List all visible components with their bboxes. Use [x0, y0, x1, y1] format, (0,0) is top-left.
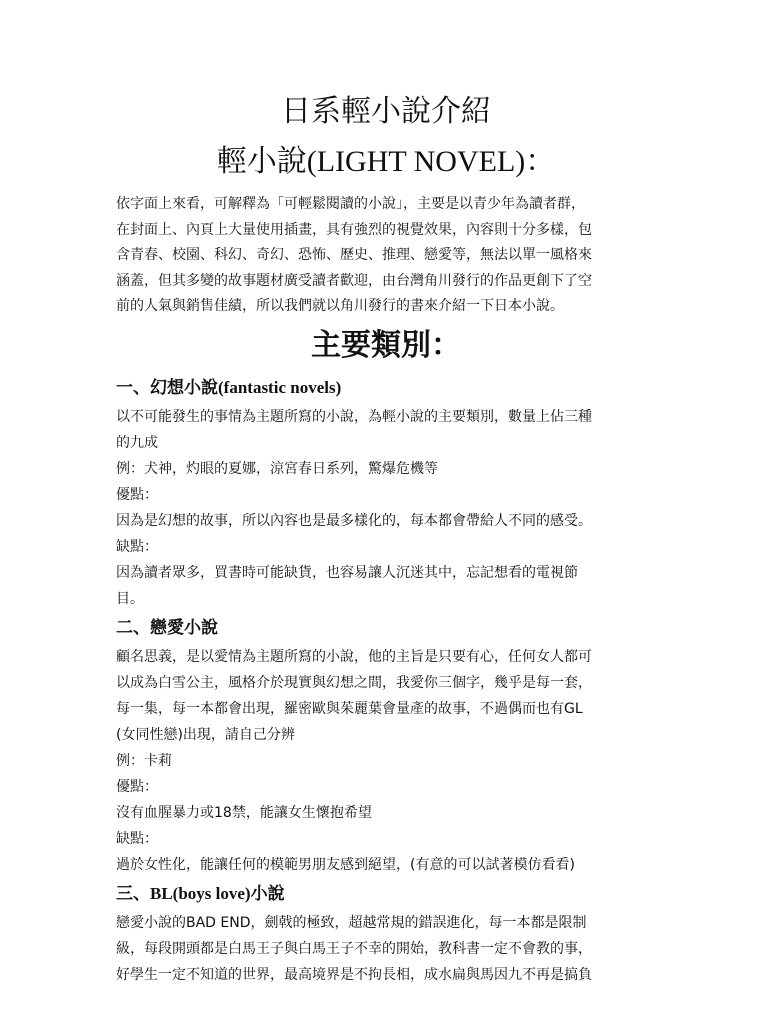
category-bl — [116, 880, 656, 988]
main-categories-heading: 主要類別： — [311, 327, 461, 363]
category-line: 以不可能發生的事情為主題所寫的小說，為輕小說的主要類別，數量上佔三種 — [116, 408, 592, 425]
category-heading — [116, 374, 656, 402]
category-line: (女同性戀)出現，請自己分辨 — [116, 726, 295, 743]
category-line: 沒有血腥暴力或18禁，能讓女生懷抱希望 — [116, 804, 372, 821]
intro-line: 在封面上、內頁上大量使用插畫，具有強烈的視覺效果，內容則十分多樣，包 — [116, 221, 592, 238]
category-line: 優點： — [116, 486, 158, 503]
category-line: 以成為白雪公主，風格介於現實與幻想之間，我愛你三個字，幾乎是每一套， — [116, 674, 592, 691]
category-line: 缺點： — [116, 830, 158, 847]
light-novel-heading — [116, 142, 656, 182]
category-line: 戀愛小說的BAD END，劍戟的極致，超越常規的錯誤進化，每一本都是限制 — [116, 914, 587, 931]
category-line: 每一集，每一本都會出現，羅密歐與茱麗葉會量產的故事，不過偶而也有GL — [116, 700, 583, 717]
category-line: 缺點： — [116, 538, 158, 555]
intro-line: 含青春、校園、科幻、奇幻、恐怖、歷史、推理、戀愛等，無法以單一風格來 — [116, 247, 592, 263]
category-line: 級，每段開頭都是白馬王子與白馬王子不幸的開始，教科書一定不會教的事， — [116, 940, 592, 957]
category-heading-cjk: 一、幻想小說 — [116, 377, 218, 398]
category-heading-cjk: 二、戀愛小說 — [116, 617, 218, 638]
light-novel-heading-cjk: 輕小說 — [216, 144, 307, 179]
category-line: 過於女性化，能讓任何的模範男朋友感到絕望，(有意的可以試著模仿看看) — [116, 856, 575, 873]
category-line: 例：卡莉 — [116, 752, 172, 769]
category-line: 因為是幻想的故事，所以內容也是最多樣化的，每本都會帶給人不同的感受。 — [116, 512, 592, 529]
light-novel-heading-latin: (LIGHT NOVEL) — [306, 145, 526, 178]
category-line: 目。 — [116, 590, 144, 607]
category-heading-latin: (fantastic novels) — [218, 377, 342, 397]
category-heading-cjk: 三、 — [116, 883, 150, 904]
category-romance — [116, 614, 656, 878]
category-heading-latin: BL(boys love) — [150, 883, 251, 903]
category-line: 顧名思義，是以愛情為主題所寫的小說，他的主旨是只要有心，任何女人都可 — [116, 648, 592, 665]
category-line: 好學生一定不知道的世界，最高境界是不拘長相，成水扁與馬因九不再是搞負 — [116, 966, 592, 983]
intro-line: 依字面上來看，可解釋為「可輕鬆閱讀的小說」，主要是以青少年為讀者群， — [116, 196, 585, 212]
intro-paragraph — [116, 192, 656, 320]
category-heading — [116, 614, 656, 642]
category-line: 的九成 — [116, 434, 158, 451]
category-heading-tail: 小說 — [250, 883, 285, 904]
category-fantasy — [116, 374, 656, 612]
category-line: 因為讀者眾多，買書時可能缺貨，也容易讓人沉迷其中，忘記想看的電視節 — [116, 564, 578, 581]
category-line: 例：犬神，灼眼的夏娜，涼宮春日系列，驚爆危機等 — [116, 460, 438, 477]
category-heading — [116, 880, 656, 908]
intro-line: 前的人氣與銷售佳績，所以我們就以角川發行的書來介紹一下日本小說。 — [116, 298, 564, 314]
intro-line: 涵蓋，但其多變的故事題材廣受讀者歡迎，由台灣角川發行的作品更創下了空 — [116, 272, 592, 289]
light-novel-heading-colon: ： — [525, 144, 556, 179]
document-title: 日系輕小說介紹 — [281, 94, 491, 129]
category-line: 優點： — [116, 778, 158, 795]
